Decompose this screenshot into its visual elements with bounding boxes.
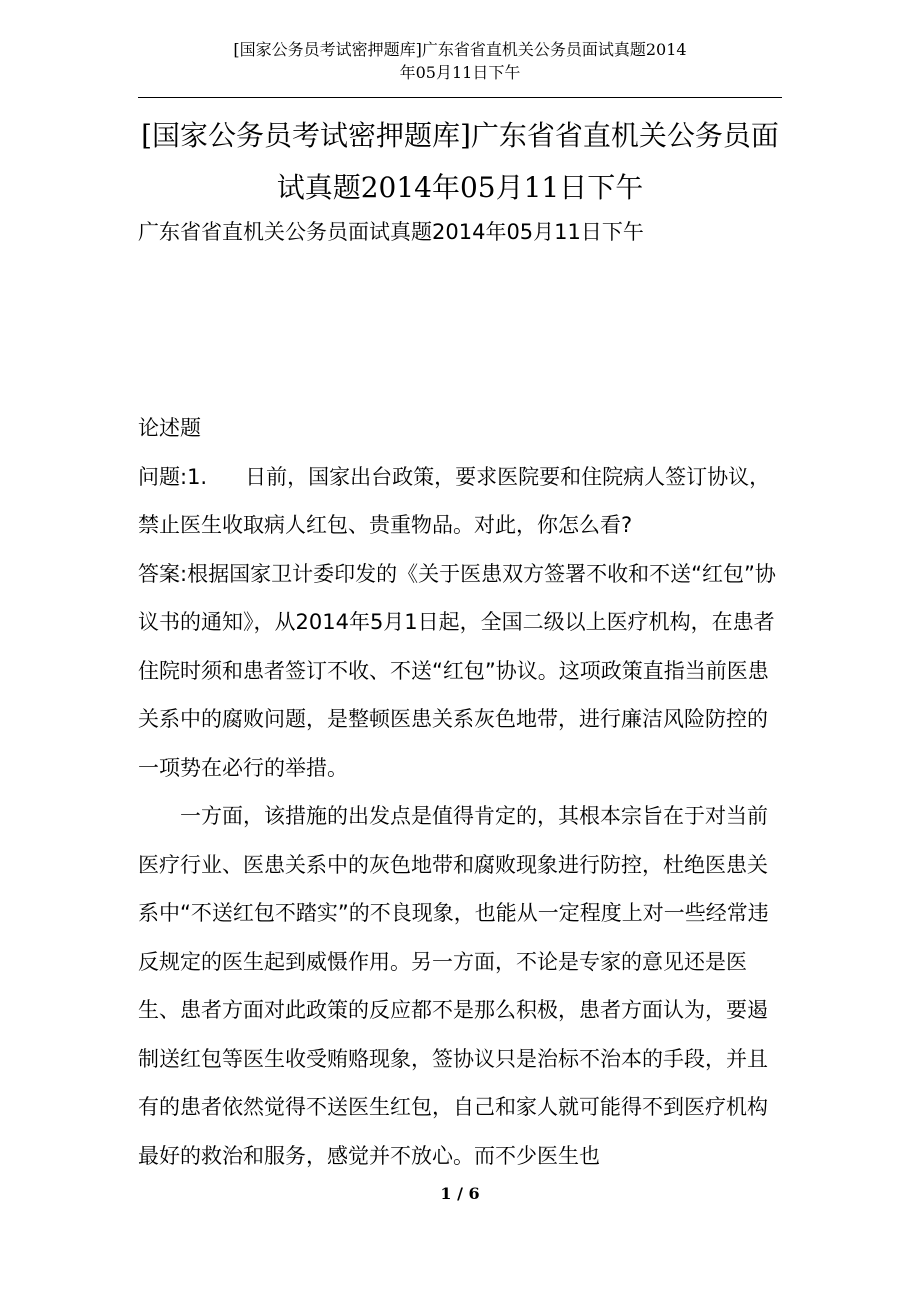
answer-paragraph: 答案:根据国家卫计委印发的《关于医患双方签署不收和不送“红包”协议书的通知》，从2014年5月1日起，全国二级以上医疗机构，在患者住院时须和患者签订不收、不送“红包”协议。这项政策直指当前医患关系中的腐败问题，是整顿医患关系灰色地带，进行廉洁风险防控的一项势在必行的举措。	[138, 561, 776, 780]
document-body	[138, 404, 788, 1180]
running-header	[138, 38, 782, 84]
question-label: 问题:1.	[138, 464, 208, 489]
section-label: 论述题	[138, 416, 201, 440]
question-text: 日前，国家出台政策，要求医院要和住院病人签订协议，禁止医生收取病人红包、贵重物品。对此，你怎么看?	[138, 464, 771, 537]
answer-paragraph-2: 一方面，该措施的出发点是值得肯定的，其根本宗旨在于对当前医疗行业、医患关系中的灰色地带和腐败现象进行防控，杜绝医患关系中“不送红包不踏实”的不良现象，也能从一定程度上对一些经常违反规定的医生起到威慑作用。另一方面，不论是专家的意见还是医生、患者方面对此政策的反应都不是那么积极，患者方面认为，要遏制送红包等医生收受贿赂现象，签协议只是治标不治本的手段，并且有的患者依然觉得不送医生红包，自己和家人就可能得不到医疗机构最好的救治和服务，感觉并不放心。而不少医生也	[138, 804, 769, 1168]
running-header-line-2: 年05月11日下午	[399, 63, 521, 82]
document-subtitle: 广东省省直机关公务员面试真题2014年05月11日下午	[138, 220, 644, 244]
page-number: 1 / 6	[440, 1184, 480, 1203]
document-title-line-2: 试真题2014年05月11日下午	[276, 171, 644, 204]
document-title	[110, 110, 810, 214]
question-paragraph	[138, 453, 788, 550]
document-title-line-1: [国家公务员考试密押题库]广东省省直机关公务员面	[141, 119, 779, 152]
header-divider	[138, 97, 782, 98]
running-header-line-1: [国家公务员考试密押题库]广东省省直机关公务员面试真题2014	[233, 40, 687, 59]
